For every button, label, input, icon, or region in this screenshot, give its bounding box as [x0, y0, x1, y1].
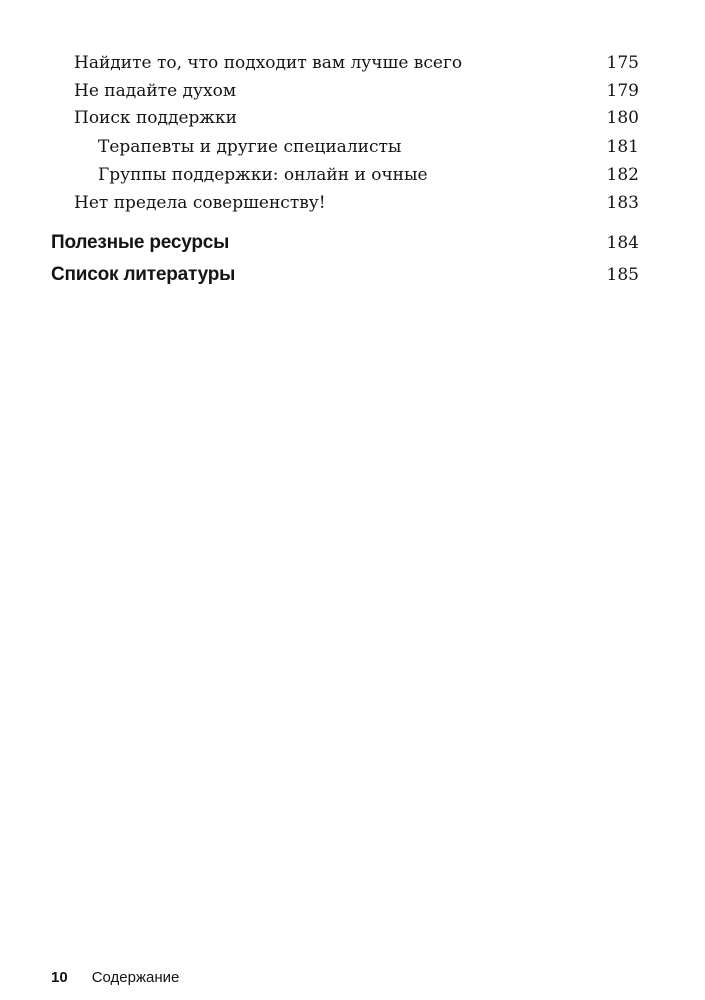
- toc-entry-title: Нет предела совершенству!: [74, 193, 326, 213]
- toc-entry[interactable]: [0, 133, 705, 161]
- toc-chapter[interactable]: [0, 229, 705, 257]
- toc-entry-page: 180: [606, 108, 639, 128]
- toc-entry-title: Терапевты и другие специалисты: [98, 137, 402, 157]
- toc-chapter-page: 185: [606, 265, 639, 285]
- toc-entry-title: Не падайте духом: [74, 81, 237, 101]
- toc-entry-page: 182: [606, 165, 639, 185]
- toc-entry-title: Группы поддержки: онлайн и очные: [98, 165, 428, 185]
- running-section-title: Содержание: [91, 969, 180, 986]
- toc-entry-page: 179: [606, 81, 639, 101]
- toc-chapter-page: 184: [606, 233, 639, 253]
- page-footer: [51, 966, 179, 990]
- toc-entry[interactable]: [0, 189, 705, 217]
- toc-entry[interactable]: [0, 77, 705, 105]
- toc-entry-page: 175: [606, 53, 639, 73]
- toc-chapter[interactable]: [0, 261, 705, 289]
- toc-entry-page: 183: [606, 193, 639, 213]
- toc-entry-page: 181: [606, 137, 639, 157]
- toc-entry[interactable]: [0, 104, 705, 132]
- toc-entry[interactable]: [0, 49, 705, 77]
- page-number: 10: [51, 969, 68, 986]
- toc-chapter-title: Список литературы: [51, 264, 236, 285]
- toc-entry-title: Найдите то, что подходит вам лучше всего: [74, 53, 463, 73]
- toc-entry[interactable]: [0, 161, 705, 189]
- toc-chapter-title: Полезные ресурсы: [51, 232, 230, 253]
- toc-entry-title: Поиск поддержки: [74, 108, 237, 128]
